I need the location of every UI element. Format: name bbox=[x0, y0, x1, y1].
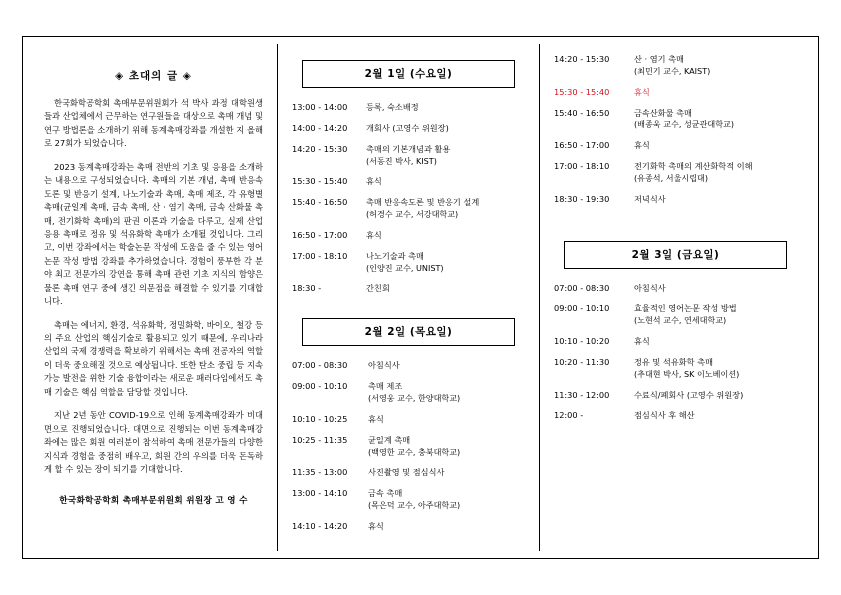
row-item bbox=[634, 357, 797, 390]
table-row bbox=[554, 194, 797, 215]
row-title: 휴식 bbox=[634, 86, 650, 97]
row-time: 17:00 - 18:10 bbox=[292, 250, 348, 261]
invitation-title: ◈ 초대의 글 ◈ bbox=[115, 70, 192, 82]
day3-schedule-table bbox=[554, 283, 797, 432]
row-speaker: (서영웅 교수, 한양대학교) bbox=[368, 393, 461, 404]
table-row bbox=[554, 410, 797, 431]
row-item bbox=[634, 108, 797, 141]
row-time: 13:00 - 14:00 bbox=[292, 102, 348, 112]
invitation-paragraph-1: 한국화학공학회 촉매부문위원회가 석 박사 과정 대학원생들과 산업체에서 근무하는 연구원들을 대상으로 촉매 개념 및 연구 방법론을 소개하기 위해 동계촉매강좌를 개설한 지 올해로 27회가 되었습니다. bbox=[44, 98, 263, 149]
table-row bbox=[554, 357, 797, 390]
row-time: 07:00 - 08:30 bbox=[292, 360, 348, 371]
row-time: 16:50 - 17:00 bbox=[292, 229, 348, 240]
row-item bbox=[366, 176, 525, 197]
invitation-paragraph-3: 촉매는 에너지, 환경, 석유화학, 정밀화학, 바이오, 철강 등의 주요 산업의 핵심기술로 활용되고 있기 때문에, 우리나라 산업의 국제 경쟁력을 확보하기 위해서는 촉매 전공자의 역할이 더욱 중요해질 것으로 예상됩니다. 또한 탄소 중립 등 지속 가능 발전을 위한 기술 융합이라는 새로운 패러다임에서도 촉매 기술은 핵심 역할을 담당할 것입니다. bbox=[44, 319, 263, 397]
row-item bbox=[634, 161, 797, 194]
row-item bbox=[366, 144, 525, 177]
row-item bbox=[634, 390, 797, 411]
row-speaker: (최민기 교수, KAIST) bbox=[634, 65, 711, 76]
table-row bbox=[554, 390, 797, 411]
table-row bbox=[554, 54, 797, 87]
row-speaker: (목은덕 교수, 아주대학교) bbox=[368, 500, 461, 511]
row-title: 등록, 숙소배정 bbox=[366, 102, 419, 112]
row-speaker: (서동진 박사, KIST) bbox=[366, 155, 437, 166]
invitation-paragraph-4: 지난 2년 동안 COVID-19으로 인해 동계촉매강좌가 비대면으로 진행되었습니다. 대면으로 진행되는 이번 동계촉매강좌에는 많은 회원 여러분이 참석하여 촉매 전문가들의 다양한 지식과 경험을 중점히 배우고, 회원 간의 우의를 더욱 돈독하게 할 수 있는 장이 되기를 기대합니다. bbox=[44, 410, 263, 474]
row-title: 나노기술과 촉매 bbox=[366, 250, 424, 261]
row-time: 11:30 - 12:00 bbox=[554, 389, 610, 400]
row-time: 15:40 - 16:50 bbox=[292, 197, 348, 208]
three-column-layout bbox=[30, 44, 811, 551]
row-title: 점심식사 후 해산 bbox=[634, 410, 695, 421]
table-row bbox=[292, 283, 525, 304]
row-item bbox=[368, 360, 525, 381]
table-row bbox=[292, 488, 525, 521]
row-time: 10:25 - 11:35 bbox=[292, 434, 348, 445]
row-title: 수료식/폐회사 (고영수 위원장) bbox=[634, 389, 744, 400]
row-item bbox=[634, 410, 797, 431]
row-title: 금속산화물 촉매 bbox=[634, 107, 692, 118]
table-row bbox=[292, 381, 525, 414]
table-row bbox=[554, 140, 797, 161]
row-item bbox=[366, 197, 525, 230]
row-item bbox=[366, 283, 525, 304]
row-title: 아침식사 bbox=[368, 360, 400, 371]
day1-schedule-table bbox=[292, 102, 525, 304]
row-item bbox=[634, 283, 797, 304]
row-item bbox=[368, 381, 525, 414]
row-title: 촉매의 기본개념과 활용 bbox=[366, 143, 451, 154]
row-time: 13:00 - 14:10 bbox=[292, 488, 348, 499]
day1-header: 2월 1일 (수요일) bbox=[302, 60, 515, 88]
row-title: 전기화학 촉매의 계산화학적 이해 bbox=[634, 161, 753, 172]
row-item bbox=[634, 303, 797, 336]
row-item bbox=[368, 435, 525, 468]
row-title: 저녁식사 bbox=[634, 193, 666, 204]
row-title: 휴식 bbox=[634, 140, 650, 151]
row-title: 산 · 염기 촉매 bbox=[634, 54, 684, 64]
row-title: 금속 촉매 bbox=[368, 488, 403, 499]
row-time: 09:00 - 10:10 bbox=[292, 381, 348, 392]
row-title: 개회사 (고영수 위원장) bbox=[366, 122, 449, 133]
row-time: 14:20 - 15:30 bbox=[554, 54, 610, 64]
table-row bbox=[292, 144, 525, 177]
row-time: 07:00 - 08:30 bbox=[554, 282, 610, 293]
row-time: 14:10 - 14:20 bbox=[292, 520, 348, 531]
table-row bbox=[292, 176, 525, 197]
row-title: 아침식사 bbox=[634, 282, 666, 293]
row-time: 18:30 - 19:30 bbox=[554, 193, 610, 204]
row-item bbox=[634, 336, 797, 357]
row-speaker: (노현석 교수, 연세대학교) bbox=[634, 315, 727, 326]
row-title: 휴식 bbox=[366, 229, 382, 240]
table-row bbox=[292, 123, 525, 144]
row-title: 촉매 반응속도론 및 반응기 설계 bbox=[366, 197, 480, 208]
row-time: 10:10 - 10:20 bbox=[554, 336, 610, 347]
table-row bbox=[554, 336, 797, 357]
row-item bbox=[366, 102, 525, 123]
table-row bbox=[292, 230, 525, 251]
row-time: 10:10 - 10:25 bbox=[292, 413, 348, 424]
row-item bbox=[634, 87, 797, 108]
row-title: 휴식 bbox=[634, 336, 650, 347]
row-title: 정유 및 석유화학 촉매 bbox=[634, 356, 713, 367]
row-item bbox=[634, 140, 797, 161]
invitation-signature: 한국화학공학회 촉매부문위원회 위원장 고 영 수 bbox=[59, 496, 248, 507]
row-speaker: (유종석, 서울시립대) bbox=[634, 172, 709, 183]
day2-schedule-table bbox=[292, 360, 525, 541]
day3-header: 2월 3일 (금요일) bbox=[564, 241, 787, 269]
row-title: 효율적인 영어논문 작성 방법 bbox=[634, 303, 737, 314]
table-row bbox=[292, 251, 525, 284]
invitation-column bbox=[30, 44, 278, 551]
table-row bbox=[292, 360, 525, 381]
table-row bbox=[554, 283, 797, 304]
row-item bbox=[368, 488, 525, 521]
table-row bbox=[292, 197, 525, 230]
row-item bbox=[368, 467, 525, 488]
row-title: 사진촬영 및 점심식사 bbox=[368, 467, 445, 478]
row-title: 휴식 bbox=[366, 176, 382, 187]
row-speaker: (인양진 교수, UNIST) bbox=[366, 262, 444, 273]
row-time: 18:30 - bbox=[292, 283, 322, 294]
row-time: 15:30 - 15:40 bbox=[292, 176, 348, 187]
schedule-column-2 bbox=[540, 44, 811, 551]
row-title: 균일계 촉매 bbox=[368, 434, 411, 445]
row-speaker: (배종욱 교수, 성균관대학교) bbox=[634, 119, 735, 130]
day2-continued-table bbox=[554, 54, 797, 215]
row-time: 11:35 - 13:00 bbox=[292, 467, 348, 478]
table-row bbox=[554, 87, 797, 108]
row-title: 휴식 bbox=[368, 520, 384, 531]
row-time: 12:00 - bbox=[554, 410, 584, 421]
table-row bbox=[292, 414, 525, 435]
row-item bbox=[366, 123, 525, 144]
table-row bbox=[292, 467, 525, 488]
row-speaker: (백영한 교수, 충북대학교) bbox=[368, 446, 461, 457]
row-time: 16:50 - 17:00 bbox=[554, 140, 610, 151]
table-row bbox=[292, 521, 525, 542]
schedule-column-1 bbox=[278, 44, 540, 551]
table-row bbox=[554, 161, 797, 194]
row-speaker: (허경수 교수, 서강대학교) bbox=[366, 209, 459, 220]
table-row bbox=[292, 102, 525, 123]
row-time: 10:20 - 11:30 bbox=[554, 356, 610, 367]
row-item bbox=[366, 230, 525, 251]
row-item bbox=[634, 54, 797, 87]
table-row bbox=[554, 108, 797, 141]
row-item bbox=[368, 414, 525, 435]
table-row bbox=[292, 435, 525, 468]
row-item bbox=[366, 251, 525, 284]
day2-header: 2월 2일 (목요일) bbox=[302, 318, 515, 346]
row-time: 14:00 - 14:20 bbox=[292, 122, 348, 133]
row-item bbox=[634, 194, 797, 215]
row-item bbox=[368, 521, 525, 542]
row-time: 14:20 - 15:30 bbox=[292, 143, 348, 154]
row-time: 15:40 - 16:50 bbox=[554, 107, 610, 118]
row-time: 15:30 - 15:40 bbox=[554, 86, 610, 97]
row-time: 09:00 - 10:10 bbox=[554, 303, 610, 314]
row-title: 촉매 제조 bbox=[368, 381, 403, 392]
row-speaker: (추대현 박사, SK 이노베이션) bbox=[634, 368, 740, 379]
invitation-paragraph-2: 2023 동계촉매강좌는 촉매 전반의 기초 및 응용을 소개하는 내용으로 구성되었습니다. 촉매의 기본 개념, 촉매 반응속도론 및 반응기 설계, 나노기술과 촉매, 촉매 제조, 각 유형별 촉매(균일계 촉매, 금속 촉매, 산 · 염기 촉매, 금속 산화물 촉매, 전기화학 촉매)의 판권 이론과 기술을 다루고, 실제 산업 응용 촉매로 정유 및 석유화학 촉매가 소개될 것입니다. 그리고, 이번 강좌에서는 학술논문 작성에 도움을 줄 수 있는 영어논문 작성 방법 강좌를 추가하였습니다. 경험이 풍부한 각 분야 최고 전문가의 강연을 통해 촉매 관련 기초 지식의 함양은 물론 촉매 연구 중에 생긴 의문점을 해결할 수 있기를 기대합니다. bbox=[44, 161, 263, 307]
row-title: 휴식 bbox=[368, 413, 384, 424]
table-row bbox=[554, 303, 797, 336]
row-title: 간친회 bbox=[366, 283, 390, 294]
row-time: 17:00 - 18:10 bbox=[554, 161, 610, 172]
